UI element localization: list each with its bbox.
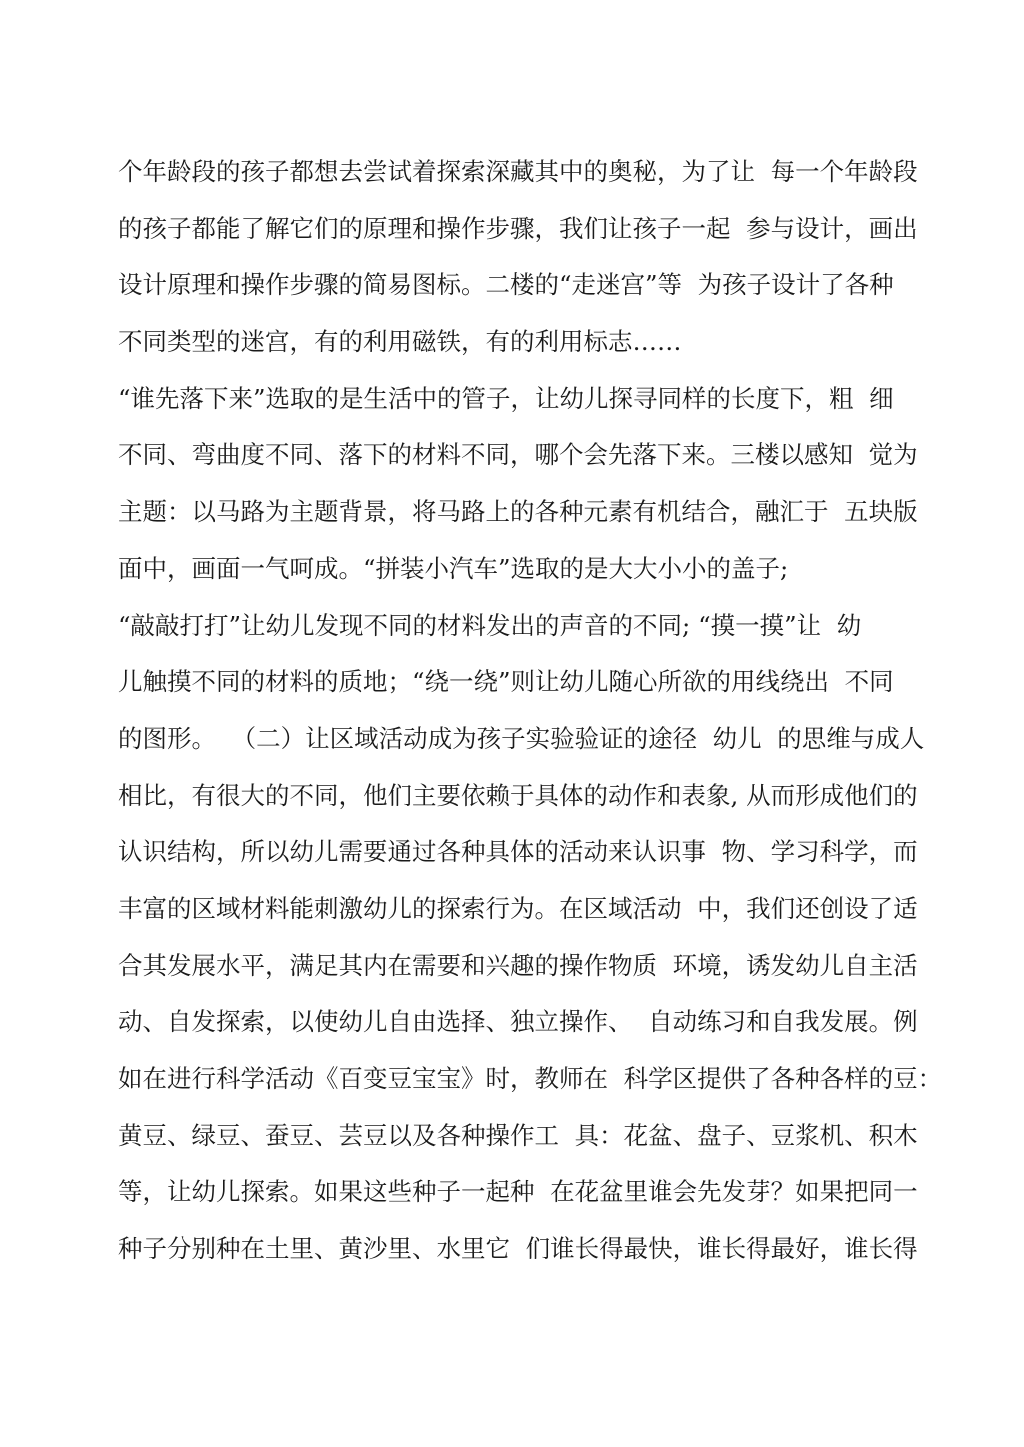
text-line-7: 主题：以马路为主题背景，将马路上的各种元素有机结合，融汇于 五块版 [118, 497, 918, 527]
text-line-13: 认识结构，所以幼儿需要通过各种具体的活动来认识事 物、学习科学，而 [118, 837, 918, 867]
text-line-14: 丰富的区域材料能刺激幼儿的探索行为。在区域活动 中，我们还创设了适 [118, 893, 918, 923]
text-line-12: 相比，有很大的不同，他们主要依赖于具体的动作和表象, 从而形成他们的 [118, 780, 918, 810]
text-line-4: 不同类型的迷宫，有的利用磁铁，有的利用标志…… [118, 327, 682, 357]
text-line-8: 面中，画面一气呵成。“拼装小汽车”选取的是大大小小的盖子; [118, 553, 789, 583]
text-line-9: “敲敲打打”让幼儿发现不同的材料发出的声音的不同; “摸一摸”让 幼 [118, 610, 862, 640]
text-line-5: “谁先落下来”选取的是生活中的管子，让幼儿探寻同样的长度下，粗 细 [118, 383, 894, 413]
text-line-2: 的孩子都能了解它们的原理和操作步骤，我们让孩子一起 参与设计，画出 [118, 213, 918, 243]
text-line-16: 动、自发探索，以使幼儿自由选择、独立操作、 自动练习和自我发展。例 [118, 1007, 918, 1037]
text-line-17: 如在进行科学活动《百变豆宝宝》时，教师在 科学区提供了各种各样的豆： [118, 1064, 943, 1093]
text-line-20: 种子分别种在土里、黄沙里、水里它 们谁长得最快，谁长得最好，谁长得 [118, 1234, 918, 1264]
text-line-3: 设计原理和操作步骤的简易图标。二楼的“走迷宫”等 为孩子设计了各种 [118, 270, 894, 300]
text-line-19: 等，让幼儿探索。如果这些种子一起种 在花盆里谁会先发芽？如果把同一 [118, 1177, 918, 1207]
document-body-text [118, 150, 943, 1284]
text-line-1: 个年龄段的孩子都想去尝试着探索深藏其中的奥秘，为了让 每一个年龄段 [118, 157, 918, 186]
text-line-10: 儿触摸不同的材料的质地；“绕一绕”则让幼儿随心所欲的用线绕出 不同 [118, 667, 894, 697]
text-line-6: 不同、弯曲度不同、落下的材料不同，哪个会先落下来。三楼以感知 觉为 [118, 440, 918, 470]
text-line-11: 的图形。 （二）让区域活动成为孩子实验验证的途径 幼儿 的思维与成人 [118, 723, 925, 753]
text-line-15: 合其发展水平，满足其内在需要和兴趣的操作物质 环境，诱发幼儿自主活 [118, 950, 918, 980]
text-line-18: 黄豆、绿豆、蚕豆、芸豆以及各种操作工 具：花盆、盘子、豆浆机、积木 [118, 1120, 918, 1150]
